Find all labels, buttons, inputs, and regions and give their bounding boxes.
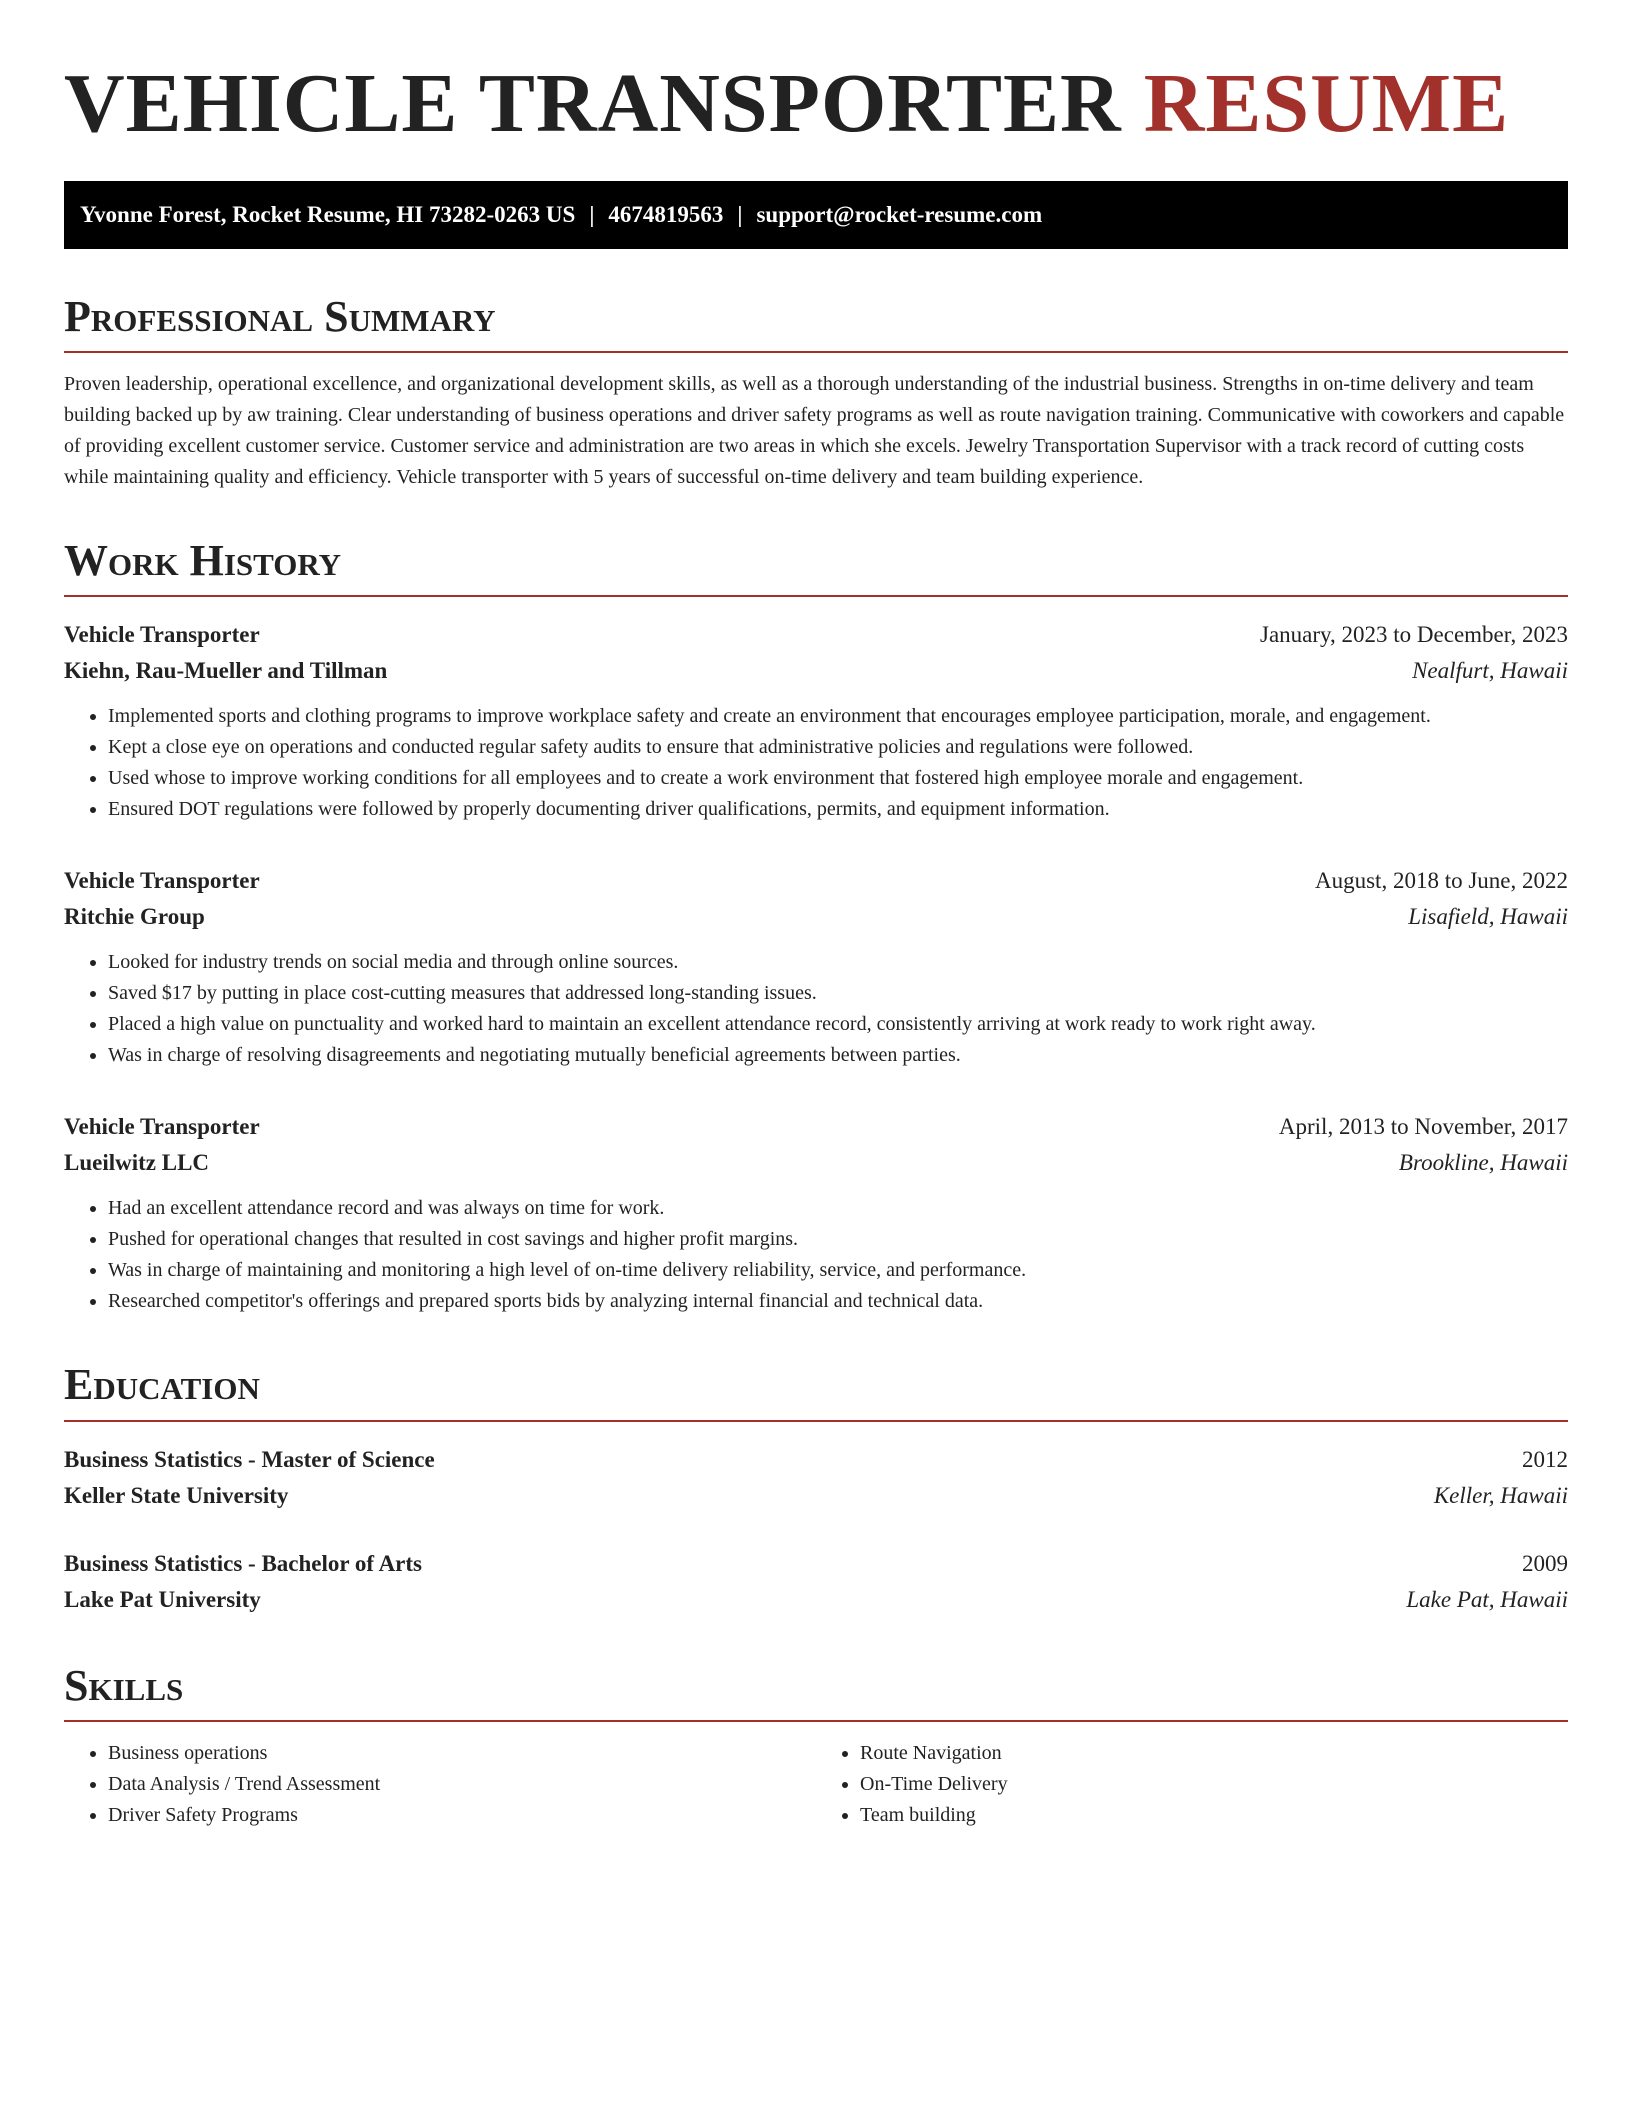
section-heading: Skills bbox=[64, 1662, 1568, 1722]
job-dates: April, 2013 to November, 2017 bbox=[1278, 1114, 1568, 1140]
list-item: • Researched competitor's offerings and prepared sports bids by analyzing internal financial and technical data. bbox=[108, 1286, 1568, 1317]
list-item: • Placed a high value on punctuality and worked hard to maintain an excellent attendance record, consistently arriving at work ready to work right away. bbox=[108, 1009, 1568, 1040]
skill-item: • Business operations bbox=[108, 1738, 816, 1769]
contact-separator: | bbox=[589, 201, 595, 227]
list-item: • Used whose to improve working conditions for all employees and to create a work environment that fostered high employee morale and engagement. bbox=[108, 763, 1568, 794]
education-year: 2009 bbox=[1522, 1550, 1568, 1576]
education-year: 2012 bbox=[1522, 1446, 1568, 1472]
skills-columns bbox=[64, 1738, 1568, 1831]
contact-bar bbox=[64, 181, 1568, 249]
education-school-row bbox=[64, 1582, 1568, 1618]
job-company-row bbox=[64, 1145, 1568, 1181]
education-section bbox=[64, 1361, 1568, 1617]
job-company: Ritchie Group bbox=[64, 904, 205, 930]
job-bullets bbox=[64, 947, 1568, 1071]
list-item: • Saved $17 by putting in place cost-cutting measures that addressed long-standing issues. bbox=[108, 978, 1568, 1009]
job-location: Nealfurt, Hawaii bbox=[1412, 658, 1568, 684]
job-header-row bbox=[64, 1109, 1568, 1145]
section-heading: Education bbox=[64, 1361, 1568, 1421]
job-dates: January, 2023 to December, 2023 bbox=[1260, 622, 1568, 648]
contact-phone: 4674819563 bbox=[608, 201, 724, 227]
skill-item: • Team building bbox=[860, 1800, 1568, 1831]
job-location: Brookline, Hawaii bbox=[1398, 1150, 1568, 1176]
contact-separator: | bbox=[737, 201, 743, 227]
skill-item: • On-Time Delivery bbox=[860, 1769, 1568, 1800]
list-item: • Had an excellent attendance record and was always on time for work. bbox=[108, 1193, 1568, 1224]
job-header-row bbox=[64, 863, 1568, 899]
education-location: Lake Pat, Hawaii bbox=[1406, 1586, 1568, 1612]
job-dates: August, 2018 to June, 2022 bbox=[1315, 868, 1568, 894]
job-entry bbox=[64, 863, 1568, 1071]
list-item: • Kept a close eye on operations and conducted regular safety audits to ensure that administrative policies and regulations were followed. bbox=[108, 732, 1568, 763]
education-school: Keller State University bbox=[64, 1482, 289, 1508]
title-accent: RESUME bbox=[1143, 57, 1510, 150]
work-history-section bbox=[64, 537, 1568, 1317]
job-company-row bbox=[64, 899, 1568, 935]
list-item: • Looked for industry trends on social media and through online sources. bbox=[108, 947, 1568, 978]
section-heading: Professional Summary bbox=[64, 293, 1568, 353]
title-main: VEHICLE TRANSPORTER bbox=[64, 57, 1122, 150]
job-header-row bbox=[64, 617, 1568, 653]
list-item: • Pushed for operational changes that resulted in cost savings and higher profit margins. bbox=[108, 1224, 1568, 1255]
job-title: Vehicle Transporter bbox=[64, 868, 260, 894]
education-degree: Business Statistics - Master of Science bbox=[64, 1446, 435, 1472]
job-entry bbox=[64, 1109, 1568, 1317]
list-item: • Ensured DOT regulations were followed by properly documenting driver qualifications, permits, and equipment information. bbox=[108, 794, 1568, 825]
education-school: Lake Pat University bbox=[64, 1586, 261, 1612]
skill-item: • Data Analysis / Trend Assessment bbox=[108, 1769, 816, 1800]
job-company: Lueilwitz LLC bbox=[64, 1150, 210, 1176]
skill-item: • Driver Safety Programs bbox=[108, 1800, 816, 1831]
skill-item: • Route Navigation bbox=[860, 1738, 1568, 1769]
skills-section bbox=[64, 1662, 1568, 1831]
job-location: Lisafield, Hawaii bbox=[1408, 904, 1568, 930]
list-item: • Was in charge of maintaining and monitoring a high level of on-time delivery reliability, service, and performance. bbox=[108, 1255, 1568, 1286]
section-heading: Work History bbox=[64, 537, 1568, 597]
education-school-row bbox=[64, 1478, 1568, 1514]
education-entry bbox=[64, 1546, 1568, 1618]
education-location: Keller, Hawaii bbox=[1433, 1482, 1568, 1508]
contact-email: support@rocket-resume.com bbox=[756, 201, 1043, 227]
job-entry bbox=[64, 617, 1568, 825]
job-title: Vehicle Transporter bbox=[64, 622, 260, 648]
education-degree-row bbox=[64, 1546, 1568, 1582]
list-item: • Implemented sports and clothing programs to improve workplace safety and create an environment that encourages employee participation, morale, and engagement. bbox=[108, 701, 1568, 732]
education-degree-row bbox=[64, 1442, 1568, 1478]
resume-title bbox=[64, 56, 1568, 153]
job-company: Kiehn, Rau-Mueller and Tillman bbox=[64, 658, 388, 684]
contact-address: Yvonne Forest, Rocket Resume, HI 73282-0263 US bbox=[80, 201, 576, 227]
job-title: Vehicle Transporter bbox=[64, 1114, 260, 1140]
education-entry bbox=[64, 1442, 1568, 1514]
job-bullets bbox=[64, 1193, 1568, 1317]
summary-text: Proven leadership, operational excellence, and organizational development skills, as well as a thorough understanding of the industrial business. Strengths in on-time delivery and team building backed up by aw training. Clear understanding of business operations and driver safety programs as well as route navigation training. Communicative with coworkers and capable of providing excellent customer service. Customer service and administration are two areas in which she excels. Jewelry Transportation Supervisor with a track record of cutting costs while maintaining quality and efficiency. Vehicle transporter with 5 years of successful on-time delivery and team building experience. bbox=[64, 372, 1565, 488]
skills-list-left bbox=[64, 1738, 816, 1831]
summary-section bbox=[64, 293, 1568, 493]
job-bullets bbox=[64, 701, 1568, 825]
skills-list-right bbox=[816, 1738, 1568, 1831]
list-item: • Was in charge of resolving disagreements and negotiating mutually beneficial agreements between parties. bbox=[108, 1040, 1568, 1071]
education-degree: Business Statistics - Bachelor of Arts bbox=[64, 1550, 422, 1576]
job-company-row bbox=[64, 653, 1568, 689]
